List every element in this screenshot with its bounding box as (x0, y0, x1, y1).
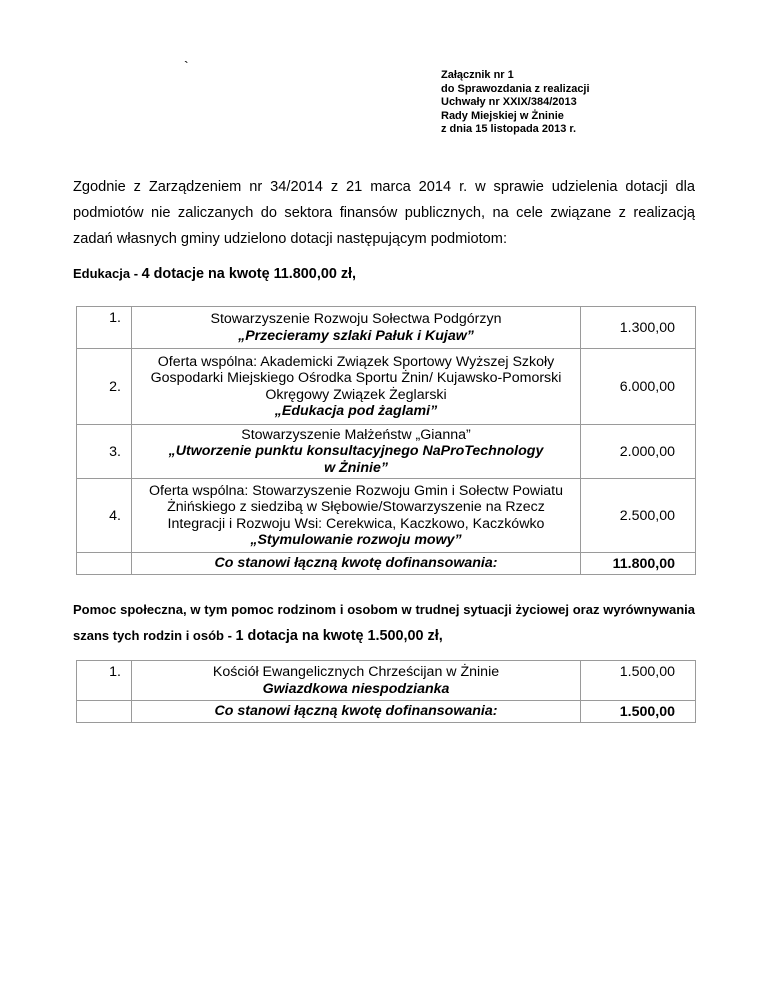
education-heading-summary: 4 dotacje na kwotę 11.800,00 zł, (141, 266, 357, 282)
row-number-empty (77, 701, 132, 723)
grant-amount: 1.500,00 (581, 661, 696, 701)
table-row (77, 661, 696, 701)
education-table (76, 306, 696, 575)
grant-description (132, 425, 581, 479)
project-title: „Przecieramy szlaki Pałuk i Kujaw” (238, 327, 474, 344)
attachment-header (441, 69, 590, 137)
table-row (77, 307, 696, 349)
grant-amount: 6.000,00 (581, 349, 696, 425)
grantee-line: Oferta wspólna: Stowarzyszenie Rozwoju Gmin i Sołectw Powiatu (149, 482, 563, 499)
grant-amount: 1.300,00 (581, 307, 696, 349)
row-number: 4. (77, 479, 132, 553)
grant-description (132, 349, 581, 425)
table-row (77, 349, 696, 425)
social-heading-summary: 1 dotacja na kwotę 1.500,00 zł, (235, 628, 443, 644)
attachment-line: Załącznik nr 1 (441, 69, 514, 81)
row-number: 3. (77, 425, 132, 479)
stray-mark: ` (184, 58, 189, 74)
total-row (77, 553, 696, 575)
grant-description (132, 479, 581, 553)
total-amount: 1.500,00 (581, 701, 696, 723)
row-number: 1. (77, 307, 132, 349)
total-label: Co stanowi łączną kwotę dofinansowania: (132, 701, 581, 723)
grant-description (132, 661, 581, 701)
total-row (77, 701, 696, 723)
project-title: „Utworzenie punktu konsultacyjnego NaProTechnology w Żninie” (168, 443, 544, 476)
social-heading-label: Pomoc społeczna, w tym pomoc rodzinom i osobom w trudnej sytuacji życiowej oraz wyrównywania szans tych rodzin i osób - (73, 602, 695, 643)
project-title: Gwiazdkowa niespodzianka (262, 680, 450, 697)
attachment-line: z dnia 15 listopada 2013 r. (441, 123, 577, 136)
grantee-line: Żnińskiego z siedzibą w Słębowie/Stowarzyszenie na Rzecz (167, 499, 545, 515)
grantee-line: Integracji i Rozwoju Wsi: Cerekwica, Kaczkowo, Kaczkówko (167, 515, 545, 532)
table-row (77, 479, 696, 553)
project-title: „Stymulowanie rozwoju mowy” (250, 532, 462, 548)
grant-amount: 2.500,00 (581, 479, 696, 553)
attachment-line: do Sprawozdania z realizacji (441, 82, 590, 95)
grant-amount: 2.000,00 (581, 425, 696, 479)
grantee-line: Stowarzyszenie Małżeństw „Gianna” (241, 426, 471, 443)
education-heading (73, 266, 356, 282)
attachment-line: Rady Miejskiej w Żninie (441, 109, 564, 122)
grantee-line: Gospodarki Miejskiego Ośrodka Sportu Żnin/ Kujawsko-Pomorski (150, 370, 562, 386)
grantee-line: Oferta wspólna: Akademicki Związek Sportowy Wyższej Szkoły (157, 353, 555, 370)
social-heading (73, 597, 695, 649)
row-number: 1. (77, 661, 132, 701)
row-number-empty (77, 553, 132, 575)
social-table (76, 660, 696, 723)
grantee-line: Okręgowy Związek Żeglarski (265, 386, 447, 403)
total-amount: 11.800,00 (581, 553, 696, 575)
row-number: 2. (77, 349, 132, 425)
total-label: Co stanowi łączną kwotę dofinansowania: (132, 553, 581, 575)
project-title: „Edukacja pod żaglami” (274, 403, 438, 419)
table-row (77, 425, 696, 479)
grant-description (132, 307, 581, 349)
grantee-line: Kościół Ewangelicznych Chrześcijan w Żninie (212, 664, 500, 680)
intro-paragraph: Zgodnie z Zarządzeniem nr 34/2014 z 21 marca 2014 r. w sprawie udzielenia dotacji dla podmiotów nie zaliczanych do sektora finansów publicznych, na cele związane z realizacją zadań własnych gminy udzielono dotacji następującym podmiotom: (73, 179, 695, 247)
attachment-line: Uchwały nr XXIX/384/2013 (441, 96, 577, 109)
grantee-line: Stowarzyszenie Rozwoju Sołectwa Podgórzyn (210, 311, 502, 327)
education-heading-label: Edukacja - (73, 266, 142, 281)
